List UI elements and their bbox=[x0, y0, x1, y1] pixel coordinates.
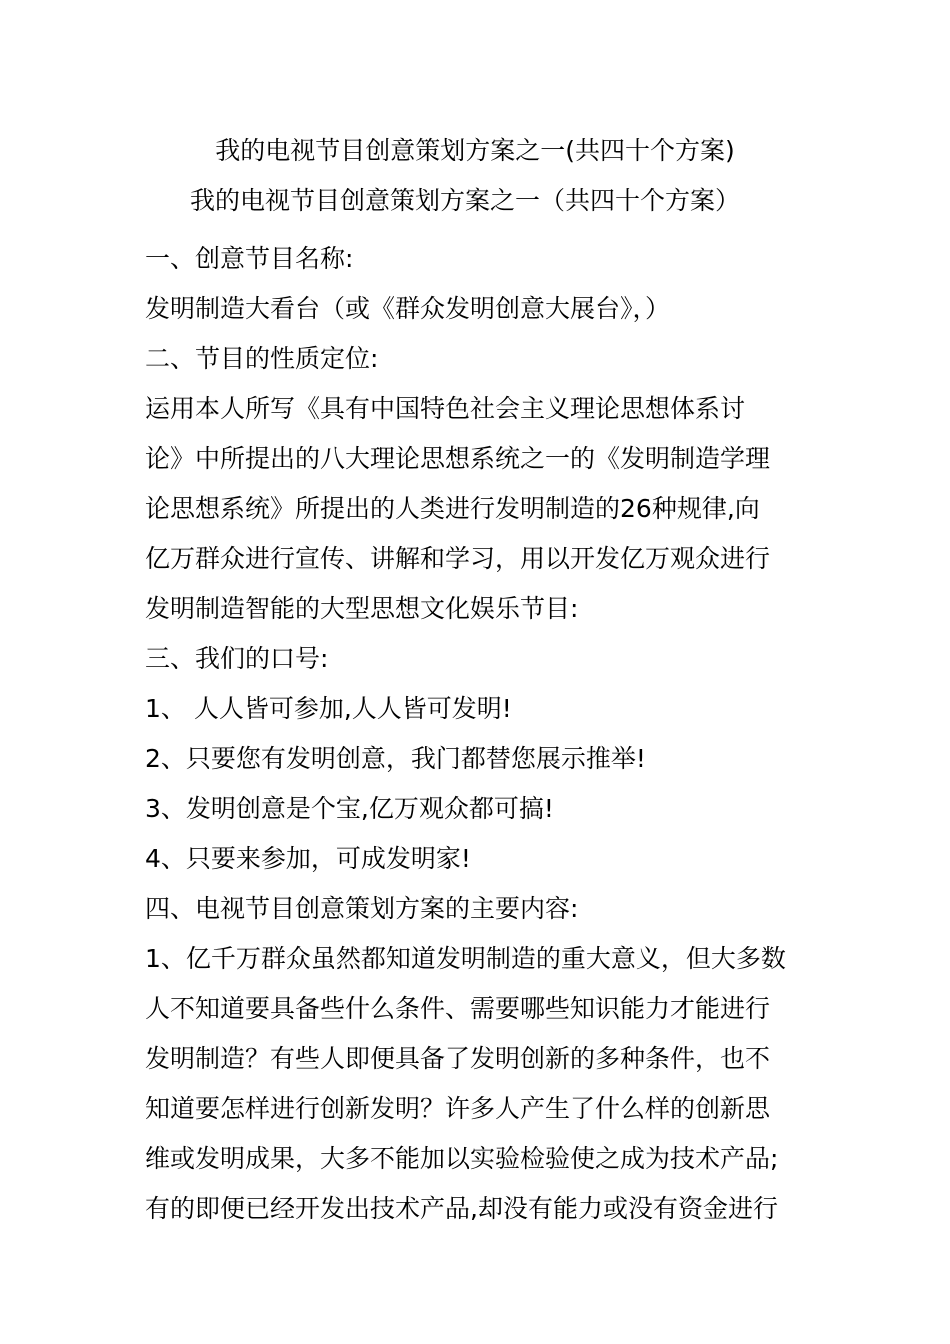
paragraph-line: 论》中所提出的八大理论思想系统之一的《发明制造学理 bbox=[145, 444, 771, 473]
slogan-item: 3、发明创意是个宝,亿万观众都可搞! bbox=[145, 794, 554, 823]
section-heading-slogans: 三、我们的口号: bbox=[145, 644, 329, 673]
document-body bbox=[145, 234, 805, 1234]
paragraph-line: 知道要怎样进行创新发明？许多人产生了什么样的创新思 bbox=[145, 1094, 771, 1123]
paragraph-line: 1、亿千万群众虽然都知道发明制造的重大意义，但大多数 bbox=[145, 944, 786, 973]
paragraph-line: 维或发明成果，大多不能加以实验检验使之成为技术产品; bbox=[145, 1144, 779, 1173]
slogan-item: 4、只要来参加，可成发明家! bbox=[145, 844, 471, 873]
paragraph-line: 亿万群众进行宣传、讲解和学习，用以开发亿万观众进行 bbox=[145, 544, 771, 573]
paragraph-line: 人不知道要具备些什么条件、需要哪些知识能力才能进行 bbox=[145, 994, 771, 1023]
paragraph-line: 有的即便已经开发出技术产品,却没有能力或没有资金进行 bbox=[145, 1194, 778, 1223]
paragraph-line: 运用本人所写《具有中国特色社会主义理论思想体系讨 bbox=[145, 394, 746, 423]
section-heading-content: 四、电视节目创意策划方案的主要内容: bbox=[145, 894, 579, 923]
paragraph-line: 发明制造？有些人即便具备了发明创新的多种条件，也不 bbox=[145, 1044, 771, 1073]
paragraph-line: 发明制造大看台（或《群众发明创意大展台》，） bbox=[145, 294, 671, 323]
paragraph-line: 发明制造智能的大型思想文化娱乐节目: bbox=[145, 594, 579, 623]
paragraph-line: 论思想系统》所提出的人类进行发明制造的26种规律,向 bbox=[145, 494, 760, 523]
slogan-item: 2、只要您有发明创意，我门都替您展示推举! bbox=[145, 744, 646, 773]
section-heading-name: 一、创意节目名称: bbox=[145, 244, 354, 273]
slogan-item: 1、 人人皆可参加,人人皆可发明! bbox=[145, 694, 512, 723]
document-subtitle: 我的电视节目创意策划方案之一（共四十个方案） bbox=[189, 186, 740, 215]
document-title: 我的电视节目创意策划方案之一(共四十个方案) bbox=[215, 136, 735, 165]
section-heading-positioning: 二、节目的性质定位: bbox=[145, 344, 379, 373]
